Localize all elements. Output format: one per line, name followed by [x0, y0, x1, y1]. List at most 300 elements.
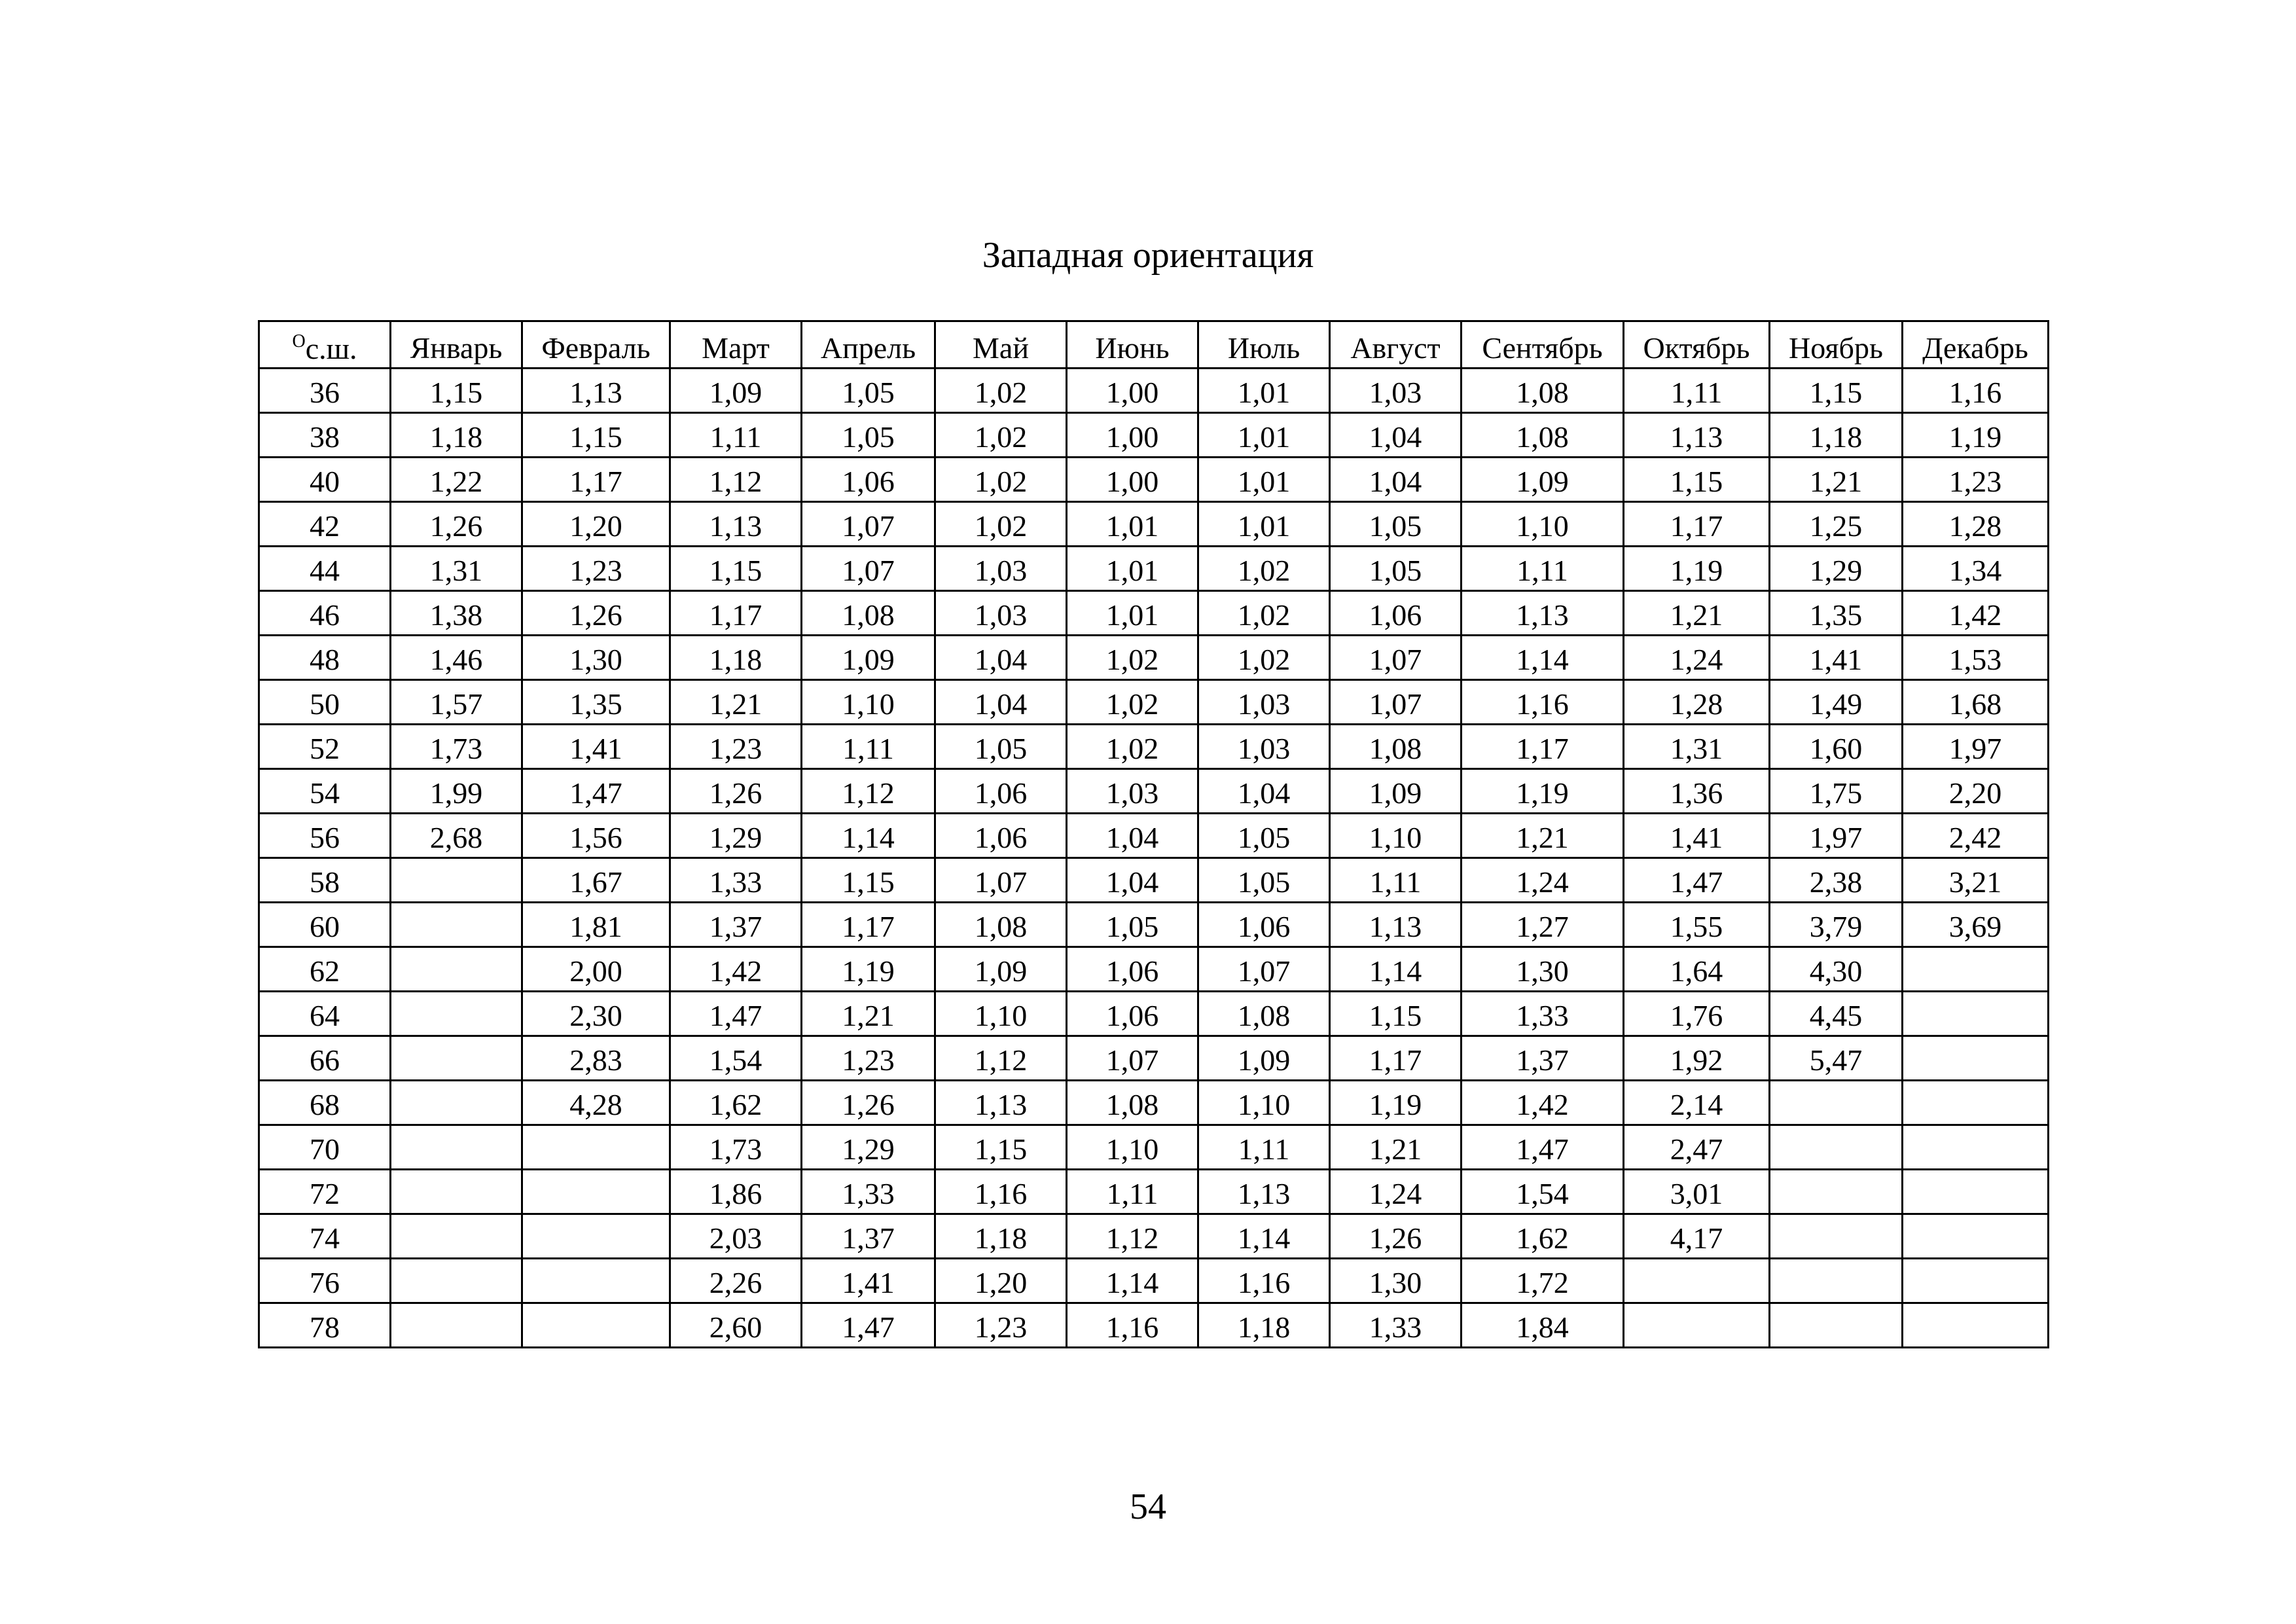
value-cell: 1,15: [802, 858, 935, 903]
value-cell: 1,81: [522, 903, 670, 947]
value-cell: 1,41: [1770, 636, 1903, 680]
value-cell: 4,28: [522, 1081, 670, 1125]
value-cell: 1,01: [1067, 502, 1198, 547]
value-cell: 1,09: [1330, 769, 1462, 814]
degree-superscript: O: [292, 331, 306, 352]
value-cell: 1,06: [802, 458, 935, 502]
value-cell: 1,47: [670, 992, 802, 1036]
value-cell: 1,19: [1903, 413, 2049, 458]
value-cell: 2,14: [1624, 1081, 1770, 1125]
value-cell: 1,04: [935, 680, 1067, 725]
value-cell: 1,08: [1067, 1081, 1198, 1125]
value-cell: 1,54: [1462, 1170, 1624, 1214]
value-cell: 1,09: [1462, 458, 1624, 502]
value-cell: 1,00: [1067, 458, 1198, 502]
table-body: [259, 369, 2049, 1348]
value-cell: 1,42: [670, 947, 802, 992]
value-cell: 1,14: [1198, 1214, 1330, 1259]
value-cell: 1,72: [1462, 1259, 1624, 1303]
value-cell: [1624, 1259, 1770, 1303]
latitude-cell: 70: [259, 1125, 391, 1170]
value-cell: 2,42: [1903, 814, 2049, 858]
value-cell: 1,05: [1330, 547, 1462, 591]
value-cell: [1903, 1214, 2049, 1259]
value-cell: 4,45: [1770, 992, 1903, 1036]
value-cell: 1,13: [1198, 1170, 1330, 1214]
value-cell: [391, 1170, 522, 1214]
value-cell: [522, 1303, 670, 1348]
value-cell: 1,15: [1770, 369, 1903, 413]
value-cell: 1,33: [802, 1170, 935, 1214]
value-cell: 1,26: [391, 502, 522, 547]
value-cell: 1,97: [1770, 814, 1903, 858]
value-cell: 1,24: [1330, 1170, 1462, 1214]
value-cell: 1,47: [522, 769, 670, 814]
table-row: [259, 369, 2049, 413]
value-cell: 1,07: [1198, 947, 1330, 992]
month-header: Декабрь: [1903, 321, 2049, 369]
value-cell: 1,09: [1198, 1036, 1330, 1081]
value-cell: 1,04: [1330, 413, 1462, 458]
value-cell: 1,18: [1770, 413, 1903, 458]
month-header: Май: [935, 321, 1067, 369]
value-cell: 1,07: [935, 858, 1067, 903]
value-cell: 1,10: [802, 680, 935, 725]
value-cell: 1,16: [1198, 1259, 1330, 1303]
value-cell: 1,06: [935, 814, 1067, 858]
value-cell: 1,22: [391, 458, 522, 502]
value-cell: 1,09: [935, 947, 1067, 992]
value-cell: 1,12: [1067, 1214, 1198, 1259]
value-cell: 1,08: [1462, 413, 1624, 458]
value-cell: 1,05: [1067, 903, 1198, 947]
latitude-cell: 62: [259, 947, 391, 992]
value-cell: 1,17: [522, 458, 670, 502]
table-row: [259, 903, 2049, 947]
value-cell: 1,73: [391, 725, 522, 769]
value-cell: 3,79: [1770, 903, 1903, 947]
value-cell: 2,00: [522, 947, 670, 992]
table-row: [259, 814, 2049, 858]
latitude-cell: 74: [259, 1214, 391, 1259]
value-cell: 1,02: [935, 369, 1067, 413]
value-cell: 1,01: [1067, 547, 1198, 591]
value-cell: 1,76: [1624, 992, 1770, 1036]
value-cell: 1,17: [1462, 725, 1624, 769]
value-cell: 2,60: [670, 1303, 802, 1348]
latitude-cell: 60: [259, 903, 391, 947]
table-row: [259, 636, 2049, 680]
value-cell: 1,18: [1198, 1303, 1330, 1348]
month-header: Апрель: [802, 321, 935, 369]
value-cell: 1,16: [1067, 1303, 1198, 1348]
latitude-cell: 50: [259, 680, 391, 725]
latitude-cell: 40: [259, 458, 391, 502]
value-cell: 1,38: [391, 591, 522, 636]
latitude-cell: 42: [259, 502, 391, 547]
latitude-cell: 64: [259, 992, 391, 1036]
value-cell: 1,99: [391, 769, 522, 814]
value-cell: 1,33: [670, 858, 802, 903]
value-cell: 1,25: [1770, 502, 1903, 547]
value-cell: 1,28: [1903, 502, 2049, 547]
value-cell: 1,12: [802, 769, 935, 814]
table-row: [259, 1081, 2049, 1125]
value-cell: 1,11: [1067, 1170, 1198, 1214]
value-cell: 1,33: [1462, 992, 1624, 1036]
value-cell: 1,05: [802, 413, 935, 458]
latitude-cell: 66: [259, 1036, 391, 1081]
value-cell: 1,60: [1770, 725, 1903, 769]
value-cell: 1,06: [1330, 591, 1462, 636]
table-row: [259, 947, 2049, 992]
value-cell: 1,42: [1903, 591, 2049, 636]
value-cell: 4,17: [1624, 1214, 1770, 1259]
value-cell: 1,10: [1067, 1125, 1198, 1170]
value-cell: 1,64: [1624, 947, 1770, 992]
value-cell: 1,11: [802, 725, 935, 769]
value-cell: [1903, 1259, 2049, 1303]
value-cell: 1,03: [1198, 725, 1330, 769]
value-cell: 1,06: [935, 769, 1067, 814]
value-cell: 5,47: [1770, 1036, 1903, 1081]
value-cell: [1903, 1081, 2049, 1125]
value-cell: 1,15: [1330, 992, 1462, 1036]
value-cell: 1,37: [670, 903, 802, 947]
value-cell: [1903, 992, 2049, 1036]
table-header-row: [259, 321, 2049, 369]
table-row: [259, 769, 2049, 814]
value-cell: 1,56: [522, 814, 670, 858]
value-cell: 1,23: [802, 1036, 935, 1081]
value-cell: 1,10: [1330, 814, 1462, 858]
value-cell: [1770, 1303, 1903, 1348]
value-cell: 1,97: [1903, 725, 2049, 769]
value-cell: 1,19: [1624, 547, 1770, 591]
value-cell: 1,09: [802, 636, 935, 680]
month-header: Ноябрь: [1770, 321, 1903, 369]
latitude-cell: 78: [259, 1303, 391, 1348]
value-cell: 1,53: [1903, 636, 2049, 680]
value-cell: 1,29: [670, 814, 802, 858]
value-cell: 1,08: [1462, 369, 1624, 413]
value-cell: 1,26: [802, 1081, 935, 1125]
value-cell: 1,92: [1624, 1036, 1770, 1081]
value-cell: 1,54: [670, 1036, 802, 1081]
month-header: Август: [1330, 321, 1462, 369]
value-cell: 1,03: [1330, 369, 1462, 413]
value-cell: 1,16: [1903, 369, 2049, 413]
latitude-cell: 72: [259, 1170, 391, 1214]
value-cell: [1770, 1259, 1903, 1303]
value-cell: 1,23: [670, 725, 802, 769]
value-cell: 1,18: [391, 413, 522, 458]
value-cell: 1,26: [1330, 1214, 1462, 1259]
data-table: [258, 320, 2049, 1348]
value-cell: 1,00: [1067, 413, 1198, 458]
value-cell: 1,04: [1330, 458, 1462, 502]
value-cell: 1,04: [1198, 769, 1330, 814]
value-cell: [391, 903, 522, 947]
value-cell: 1,31: [391, 547, 522, 591]
value-cell: 1,17: [1330, 1036, 1462, 1081]
value-cell: 1,41: [802, 1259, 935, 1303]
value-cell: 1,31: [1624, 725, 1770, 769]
value-cell: 1,03: [935, 547, 1067, 591]
month-header: Июнь: [1067, 321, 1198, 369]
value-cell: 1,02: [1067, 636, 1198, 680]
value-cell: 1,15: [935, 1125, 1067, 1170]
value-cell: [522, 1125, 670, 1170]
value-cell: [1903, 947, 2049, 992]
value-cell: 1,26: [522, 591, 670, 636]
value-cell: 1,08: [802, 591, 935, 636]
value-cell: 1,05: [1198, 814, 1330, 858]
value-cell: 1,21: [1330, 1125, 1462, 1170]
value-cell: 1,11: [1198, 1125, 1330, 1170]
value-cell: 1,49: [1770, 680, 1903, 725]
value-cell: 1,06: [1198, 903, 1330, 947]
value-cell: 2,30: [522, 992, 670, 1036]
value-cell: 1,14: [802, 814, 935, 858]
value-cell: 1,07: [802, 502, 935, 547]
month-header: Сентябрь: [1462, 321, 1624, 369]
value-cell: 1,23: [935, 1303, 1067, 1348]
latitude-cell: 38: [259, 413, 391, 458]
value-cell: 1,02: [1067, 725, 1198, 769]
value-cell: 1,03: [1198, 680, 1330, 725]
value-cell: 1,14: [1330, 947, 1462, 992]
value-cell: 2,03: [670, 1214, 802, 1259]
latitude-header: [259, 321, 391, 369]
value-cell: 1,13: [1462, 591, 1624, 636]
table-row: [259, 547, 2049, 591]
value-cell: [391, 1081, 522, 1125]
value-cell: 1,62: [1462, 1214, 1624, 1259]
value-cell: 1,28: [1624, 680, 1770, 725]
value-cell: 1,26: [670, 769, 802, 814]
value-cell: 1,13: [1330, 903, 1462, 947]
value-cell: 1,15: [391, 369, 522, 413]
latitude-cell: 44: [259, 547, 391, 591]
latitude-cell: 58: [259, 858, 391, 903]
value-cell: [522, 1170, 670, 1214]
value-cell: 1,15: [670, 547, 802, 591]
value-cell: 1,00: [1067, 369, 1198, 413]
value-cell: 2,47: [1624, 1125, 1770, 1170]
value-cell: 2,68: [391, 814, 522, 858]
value-cell: 1,02: [1198, 591, 1330, 636]
value-cell: 1,21: [1770, 458, 1903, 502]
value-cell: 1,46: [391, 636, 522, 680]
value-cell: 2,20: [1903, 769, 2049, 814]
value-cell: 1,41: [1624, 814, 1770, 858]
value-cell: 1,24: [1462, 858, 1624, 903]
value-cell: 1,19: [802, 947, 935, 992]
value-cell: 1,86: [670, 1170, 802, 1214]
value-cell: 1,13: [522, 369, 670, 413]
value-cell: 1,02: [935, 458, 1067, 502]
table-row: [259, 1125, 2049, 1170]
value-cell: 1,16: [1462, 680, 1624, 725]
value-cell: 1,10: [935, 992, 1067, 1036]
value-cell: 1,20: [522, 502, 670, 547]
value-cell: 1,30: [522, 636, 670, 680]
value-cell: 1,68: [1903, 680, 2049, 725]
value-cell: 1,08: [935, 903, 1067, 947]
value-cell: 1,67: [522, 858, 670, 903]
value-cell: 1,73: [670, 1125, 802, 1170]
value-cell: 1,06: [1067, 947, 1198, 992]
value-cell: 1,13: [670, 502, 802, 547]
value-cell: 1,30: [1462, 947, 1624, 992]
latitude-cell: 54: [259, 769, 391, 814]
latitude-cell: 46: [259, 591, 391, 636]
table-row: [259, 725, 2049, 769]
value-cell: [391, 858, 522, 903]
value-cell: [391, 1214, 522, 1259]
value-cell: 1,04: [1067, 858, 1198, 903]
value-cell: 1,23: [522, 547, 670, 591]
table-row: [259, 413, 2049, 458]
value-cell: 1,07: [1330, 680, 1462, 725]
value-cell: 1,84: [1462, 1303, 1624, 1348]
table-row: [259, 1214, 2049, 1259]
latitude-cell: 68: [259, 1081, 391, 1125]
value-cell: 2,38: [1770, 858, 1903, 903]
value-cell: 1,14: [1462, 636, 1624, 680]
value-cell: 3,01: [1624, 1170, 1770, 1214]
value-cell: 1,09: [670, 369, 802, 413]
month-header: Октябрь: [1624, 321, 1770, 369]
value-cell: 2,26: [670, 1259, 802, 1303]
value-cell: 1,17: [802, 903, 935, 947]
value-cell: [391, 1125, 522, 1170]
table-row: [259, 591, 2049, 636]
value-cell: 1,02: [1198, 547, 1330, 591]
value-cell: 1,03: [935, 591, 1067, 636]
value-cell: 1,19: [1330, 1081, 1462, 1125]
value-cell: 1,35: [522, 680, 670, 725]
value-cell: [522, 1214, 670, 1259]
latitude-cell: 48: [259, 636, 391, 680]
table-row: [259, 858, 2049, 903]
value-cell: 1,55: [1624, 903, 1770, 947]
latitude-cell: 56: [259, 814, 391, 858]
value-cell: 1,21: [802, 992, 935, 1036]
value-cell: 1,24: [1624, 636, 1770, 680]
value-cell: 1,05: [802, 369, 935, 413]
value-cell: 1,21: [1624, 591, 1770, 636]
value-cell: 4,30: [1770, 947, 1903, 992]
latitude-header-label: с.ш.: [305, 331, 357, 365]
value-cell: 1,29: [802, 1125, 935, 1170]
latitude-cell: 52: [259, 725, 391, 769]
value-cell: 1,42: [1462, 1081, 1624, 1125]
value-cell: 1,11: [1330, 858, 1462, 903]
table-row: [259, 458, 2049, 502]
value-cell: 1,15: [1624, 458, 1770, 502]
value-cell: [1770, 1214, 1903, 1259]
value-cell: 1,23: [1903, 458, 2049, 502]
value-cell: 1,21: [1462, 814, 1624, 858]
value-cell: [1770, 1170, 1903, 1214]
value-cell: 1,29: [1770, 547, 1903, 591]
value-cell: 1,14: [1067, 1259, 1198, 1303]
table-row: [259, 1259, 2049, 1303]
value-cell: 1,19: [1462, 769, 1624, 814]
value-cell: 1,05: [1198, 858, 1330, 903]
value-cell: [1903, 1303, 2049, 1348]
value-cell: [1903, 1125, 2049, 1170]
month-header: Июль: [1198, 321, 1330, 369]
value-cell: 1,07: [802, 547, 935, 591]
value-cell: 1,18: [935, 1214, 1067, 1259]
value-cell: [391, 947, 522, 992]
value-cell: 1,18: [670, 636, 802, 680]
value-cell: 1,07: [1067, 1036, 1198, 1081]
value-cell: 1,37: [1462, 1036, 1624, 1081]
value-cell: 1,02: [935, 413, 1067, 458]
latitude-cell: 36: [259, 369, 391, 413]
value-cell: 1,20: [935, 1259, 1067, 1303]
value-cell: 1,17: [670, 591, 802, 636]
value-cell: 1,47: [802, 1303, 935, 1348]
value-cell: 1,01: [1198, 458, 1330, 502]
value-cell: [391, 1259, 522, 1303]
value-cell: 1,30: [1330, 1259, 1462, 1303]
value-cell: 1,35: [1770, 591, 1903, 636]
table-row: [259, 1170, 2049, 1214]
value-cell: [1770, 1125, 1903, 1170]
page-number: 54: [1130, 1487, 1166, 1527]
value-cell: 1,16: [935, 1170, 1067, 1214]
value-cell: 1,27: [1462, 903, 1624, 947]
value-cell: 1,57: [391, 680, 522, 725]
value-cell: 1,11: [1462, 547, 1624, 591]
value-cell: 1,13: [1624, 413, 1770, 458]
value-cell: 1,07: [1330, 636, 1462, 680]
value-cell: 1,04: [935, 636, 1067, 680]
value-cell: 1,12: [670, 458, 802, 502]
value-cell: [522, 1259, 670, 1303]
value-cell: 1,04: [1067, 814, 1198, 858]
value-cell: 1,62: [670, 1081, 802, 1125]
value-cell: [391, 1303, 522, 1348]
table-row: [259, 1036, 2049, 1081]
value-cell: 1,02: [1198, 636, 1330, 680]
table-row: [259, 502, 2049, 547]
value-cell: 1,75: [1770, 769, 1903, 814]
value-cell: 1,21: [670, 680, 802, 725]
month-header: Март: [670, 321, 802, 369]
value-cell: 1,02: [935, 502, 1067, 547]
value-cell: 1,01: [1067, 591, 1198, 636]
value-cell: [1624, 1303, 1770, 1348]
value-cell: 3,21: [1903, 858, 2049, 903]
value-cell: 1,01: [1198, 413, 1330, 458]
value-cell: [391, 992, 522, 1036]
value-cell: 1,13: [935, 1081, 1067, 1125]
table-row: [259, 680, 2049, 725]
value-cell: 1,06: [1067, 992, 1198, 1036]
value-cell: 1,05: [1330, 502, 1462, 547]
table-row: [259, 1303, 2049, 1348]
value-cell: 1,01: [1198, 369, 1330, 413]
month-header: Январь: [391, 321, 522, 369]
value-cell: 1,05: [935, 725, 1067, 769]
value-cell: 1,47: [1624, 858, 1770, 903]
